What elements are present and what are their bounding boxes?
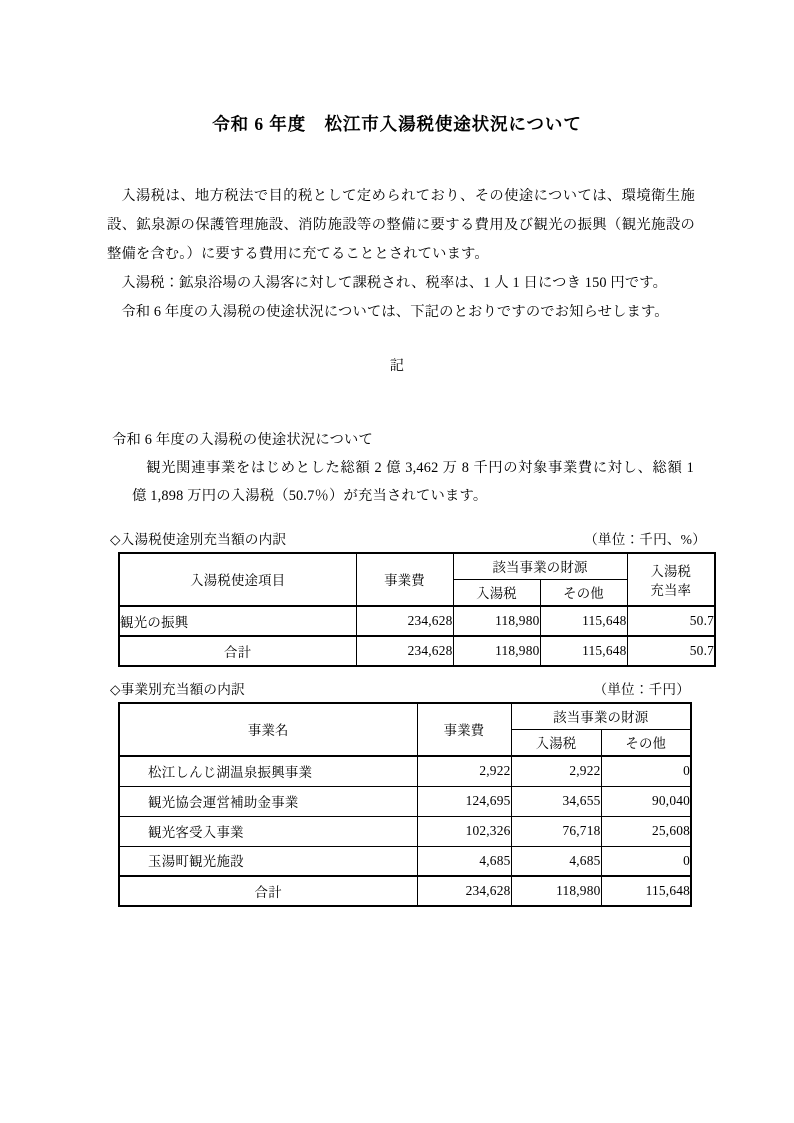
table2-row2-project-name: 観光客受入事業 bbox=[119, 816, 417, 846]
table2-row4-project-cost: 234,628 bbox=[417, 876, 511, 906]
table2-row1-source-other: 90,040 bbox=[601, 786, 691, 816]
ki-mark: 記 bbox=[389, 358, 405, 374]
page-title: 令和 6 年度 松江市入湯税使途状況について bbox=[212, 114, 582, 134]
table2 bbox=[118, 702, 692, 907]
table2-row2-project-cost: 102,326 bbox=[417, 816, 511, 846]
table2-row4-source-tax: 118,980 bbox=[511, 876, 601, 906]
table2-header-row-1 bbox=[119, 703, 691, 730]
table1-row1-item: 合計 bbox=[119, 636, 356, 666]
table2-row1-project-name: 観光協会運営補助金事業 bbox=[119, 786, 417, 816]
table2-row2-source-tax: 76,718 bbox=[511, 816, 601, 846]
table-row bbox=[119, 756, 691, 786]
table1-row1-source-tax: 118,980 bbox=[453, 636, 540, 666]
table1-header-source-group: 該当事業の財源 bbox=[453, 553, 627, 580]
table1-header-rate bbox=[627, 553, 715, 606]
table1-unit: （単位：千円、%） bbox=[584, 532, 706, 547]
table2-row0-source-tax: 2,922 bbox=[511, 756, 601, 786]
table-row bbox=[119, 876, 691, 906]
table2-section bbox=[110, 678, 690, 907]
summary-body: 観光関連事業をはじめとした総額 2 億 3,462 万 8 千円の対象事業費に対し、総額 1 億 1,898 万円の入湯税（50.7％）が充当されています。 bbox=[132, 460, 694, 504]
table2-row3-project-cost: 4,685 bbox=[417, 846, 511, 876]
table1-header-row-1 bbox=[119, 553, 715, 580]
intro-paragraph-2: 入湯税：鉱泉浴場の入湯客に対して課税され、税率は、1 人 1 日につき 150 円です。 bbox=[121, 275, 668, 291]
table-row bbox=[119, 786, 691, 816]
table2-caption: ◇事業別充当額の内訳 bbox=[110, 682, 245, 697]
table1-caption-row bbox=[110, 528, 706, 548]
table2-row0-source-other: 0 bbox=[601, 756, 691, 786]
table1-header-source-tax: 入湯税 bbox=[453, 580, 540, 607]
table2-row2-source-other: 25,608 bbox=[601, 816, 691, 846]
table1-header-source-other: その他 bbox=[540, 580, 627, 607]
intro-paragraph-3: 令和 6 年度の入湯税の使途状況については、下記のとおりですのでお知らせします。 bbox=[121, 304, 669, 320]
table1-header-rate-line2: 充当率 bbox=[650, 582, 692, 598]
table1-row1-project-cost: 234,628 bbox=[356, 636, 453, 666]
table1 bbox=[118, 552, 716, 667]
intro-paragraph-1: 入湯税は、地方税法で目的税として定められており、その使途については、環境衛生施設、鉱泉源の保護管理施設、消防施設等の整備に要する費用及び観光の振興（観光施設の整備を含む。）に要する費用に充てることとされています。 bbox=[107, 188, 695, 262]
table1-row0-item: 観光の振興 bbox=[119, 606, 356, 636]
table2-unit: （単位：千円） bbox=[593, 682, 690, 697]
table2-header-source-other: その他 bbox=[601, 730, 691, 757]
table-row bbox=[119, 816, 691, 846]
table2-row4-project-name: 合計 bbox=[119, 876, 417, 906]
table1-section bbox=[110, 528, 715, 667]
table1-header-project-cost: 事業費 bbox=[356, 553, 453, 606]
table-row bbox=[119, 606, 715, 636]
table2-row3-project-name: 玉湯町観光施設 bbox=[119, 846, 417, 876]
table1-header-rate-line1: 入湯税 bbox=[650, 563, 692, 579]
table1-row1-rate: 50.7 bbox=[627, 636, 715, 666]
table1-row0-source-other: 115,648 bbox=[540, 606, 627, 636]
table1-row0-project-cost: 234,628 bbox=[356, 606, 453, 636]
table1-row0-source-tax: 118,980 bbox=[453, 606, 540, 636]
table2-row3-source-other: 0 bbox=[601, 846, 691, 876]
table1-row1-source-other: 115,648 bbox=[540, 636, 627, 666]
table2-header-source-tax: 入湯税 bbox=[511, 730, 601, 757]
table2-row1-source-tax: 34,655 bbox=[511, 786, 601, 816]
summary-heading: 令和 6 年度の入湯税の使途状況について bbox=[112, 432, 374, 448]
table2-row1-project-cost: 124,695 bbox=[417, 786, 511, 816]
table2-row0-project-cost: 2,922 bbox=[417, 756, 511, 786]
table2-caption-row bbox=[110, 678, 690, 698]
table-row bbox=[119, 636, 715, 666]
table2-header-project-name: 事業名 bbox=[119, 703, 417, 756]
table2-header-project-cost: 事業費 bbox=[417, 703, 511, 756]
summary-section bbox=[112, 426, 694, 510]
table2-row3-source-tax: 4,685 bbox=[511, 846, 601, 876]
table2-row4-source-other: 115,648 bbox=[601, 876, 691, 906]
table1-caption: ◇入湯税使途別充当額の内訳 bbox=[110, 532, 287, 547]
table2-header-source-group: 該当事業の財源 bbox=[511, 703, 691, 730]
intro-section bbox=[107, 182, 695, 327]
table1-row0-rate: 50.7 bbox=[627, 606, 715, 636]
table2-row0-project-name: 松江しんじ湖温泉振興事業 bbox=[119, 756, 417, 786]
table-row bbox=[119, 846, 691, 876]
table1-header-item: 入湯税使途項目 bbox=[119, 553, 356, 606]
